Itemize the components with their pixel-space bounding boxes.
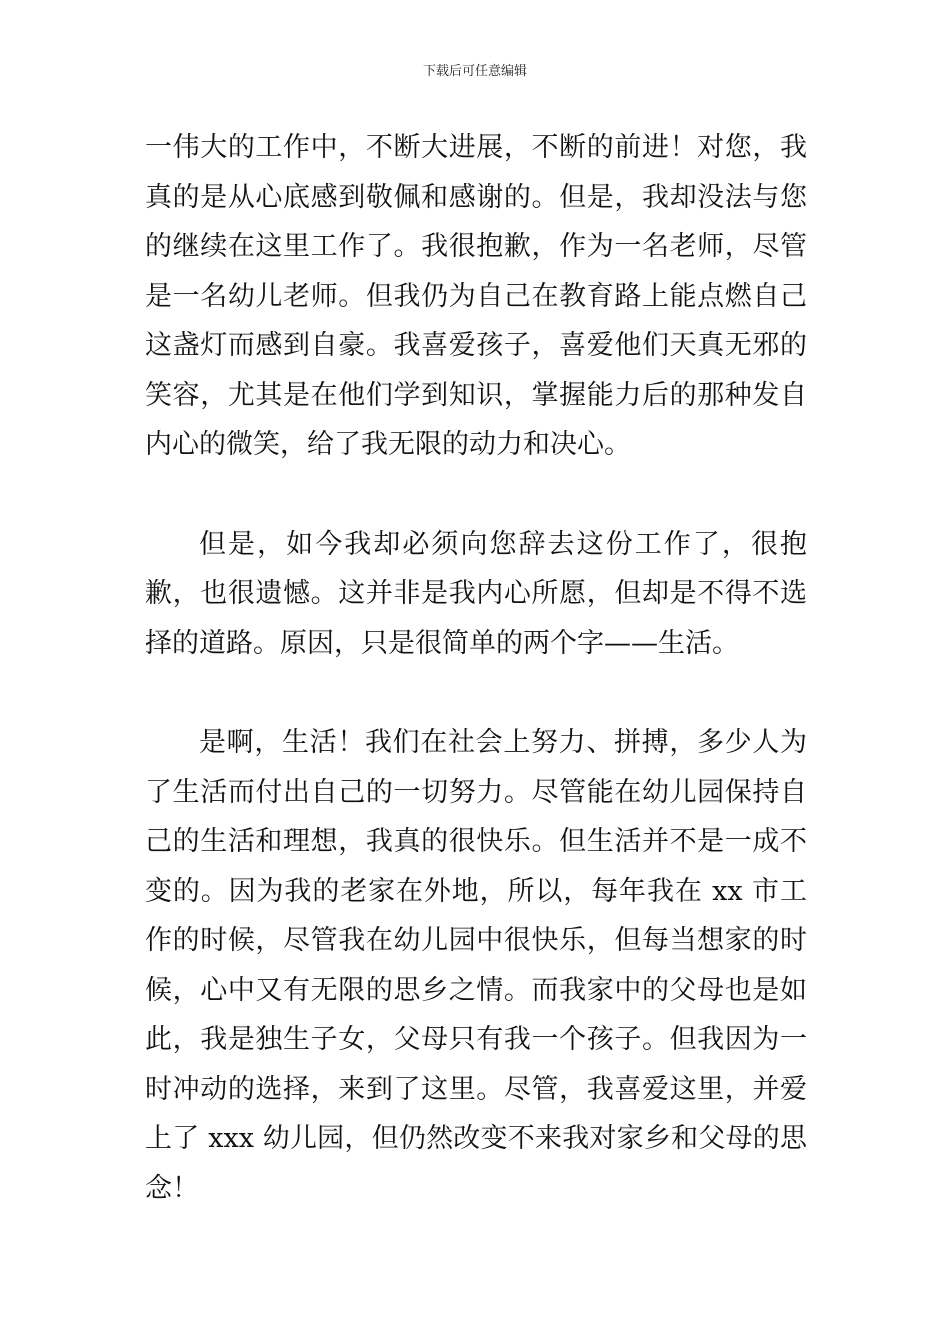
paragraph-1: 一伟大的工作中，不断大进展，不断的前进！对您，我真的是从心底感到敬佩和感谢的。但是，我却没法与您的继续在这里工作了。我很抱歉，作为一名老师，尽管是一名幼儿老师。但我仍为自己在教育路上能点燃自己这盏灯而感到自豪。我喜爱孩子，喜爱他们天真无邪的笑容，尤其是在他们学到知识，掌握能力后的那种发自内心的微笑，给了我无限的动力和决心。 bbox=[145, 132, 807, 460]
document-body bbox=[145, 123, 807, 1263]
header-note: 下载后可任意编辑 bbox=[422, 64, 527, 79]
paragraph-2: 但是，如今我却必须向您辞去这份工作了，很抱歉，也很遗憾。这并非是我内心所愿，但却是不得不选择的道路。原因，只是很简单的两个字——生活。 bbox=[145, 528, 807, 659]
paragraph-3: 是啊，生活！我们在社会上努力、拼搏，多少人为了生活而付出自己的一切努力。尽管能在幼儿园保持自己的生活和理想，我真的很快乐。但生活并不是一成不变的。因为我的老家在外地，所以，每年我在 xx 市工作的时候，尽管我在幼儿园中很快乐，但每当想家的时候，心中又有无限的思乡之情。而我家中的父母也是如此，我是独生子女，父母只有我一个孩子。但我因为一时冲动的选择，来到了这里。尽管，我喜爱这里，并爱上了 xxx 幼儿园，但仍然改变不来我对家乡和父母的思念！ bbox=[145, 727, 807, 1204]
